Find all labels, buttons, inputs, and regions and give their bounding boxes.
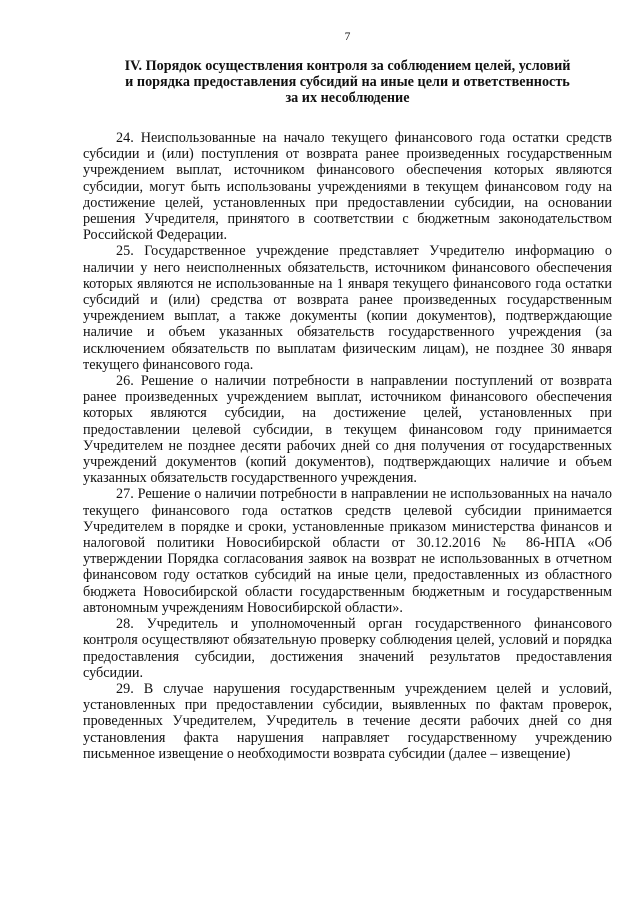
heading-line: за их несоблюдение [285, 90, 410, 106]
paragraph-24: 24. Неиспользованные на начало текущего финансового года остатки средств субсидии и (или) поступления от возврата ранее произведенных государственным учреждением выплат, источником финансового обеспечения которых являются субсидии, могут быть использованы учреждениями в текущем финансовом году на достижение целей, установленных при предоставлении субсидии, на основании решения Учредителя, принятого в соответствии с бюджетным законодательством Российской Федерации. [83, 130, 612, 244]
paragraph-25: 25. Государственное учреждение представляет Учредителю информацию о наличии у него неисполненных обязательств, источником финансового обеспечения которых являются не использованные на 1 января текущего финансового года остатки субсидий и (или) средства от возврата ранее произведенных государственным учреждением выплат, а также документы (копии документов), подтверждающие наличие и объем указанных обязательств государственного учреждения (за исключением обязательств по выплатам физическим лицам), не позднее 30 января текущего финансового года. [83, 243, 612, 373]
paragraph-29: 29. В случае нарушения государственным учреждением целей и условий, установленных при предоставлении субсидии, выявленных по фактам проверок, проведенных Учредителем, Учредитель в течение десяти рабочих дней со дня установления факта нарушения направляет государственному учреждению письменное извещение о необходимости возврата субсидии (далее – извещение) [83, 680, 612, 762]
body-text [83, 130, 612, 762]
paragraph-28: 28. Учредитель и уполномоченный орган государственного финансового контроля осуществляют обязательную проверку соблюдения целей, условий и порядка предоставления субсидии, достижения значений результатов предоставления субсидии. [83, 616, 612, 681]
heading-line: IV. Порядок осуществления контроля за соблюдением целей, условий [124, 58, 571, 74]
paragraph-27: 27. Решение о наличии потребности в направлении не использованных на начало текущего финансового года остатков средств целевой субсидии принимается Учредителем в порядке и сроки, установленные приказом министерства финансов и налоговой политики Новосибирской области от 30.12.2016 № 86-НПА «Об утверждении Порядка согласования заявок на возврат не использованных в отчетном финансовом году остатков субсидий на иные цели, предоставленных из областного бюджета Новосибирской области государственным бюджетным и государственным автономным учреждениям Новосибирской области». [83, 486, 612, 616]
page-number: 7 [344, 31, 351, 43]
paragraph-26: 26. Решение о наличии потребности в направлении поступлений от возврата ранее произведенных учреждением выплат, источником финансового обеспечения которых являются субсидии, на достижение целей, установленных при предоставлении целевой субсидии, в текущем финансовом году принимается Учредителем не позднее десяти рабочих дней со дня получения от государственных учреждений документов (копий документов), подтверждающих наличие и объем указанных обязательств государственного учреждения. [83, 373, 612, 487]
section-heading [83, 58, 612, 106]
heading-line: и порядка предоставления субсидий на иные цели и ответственность [125, 74, 570, 90]
